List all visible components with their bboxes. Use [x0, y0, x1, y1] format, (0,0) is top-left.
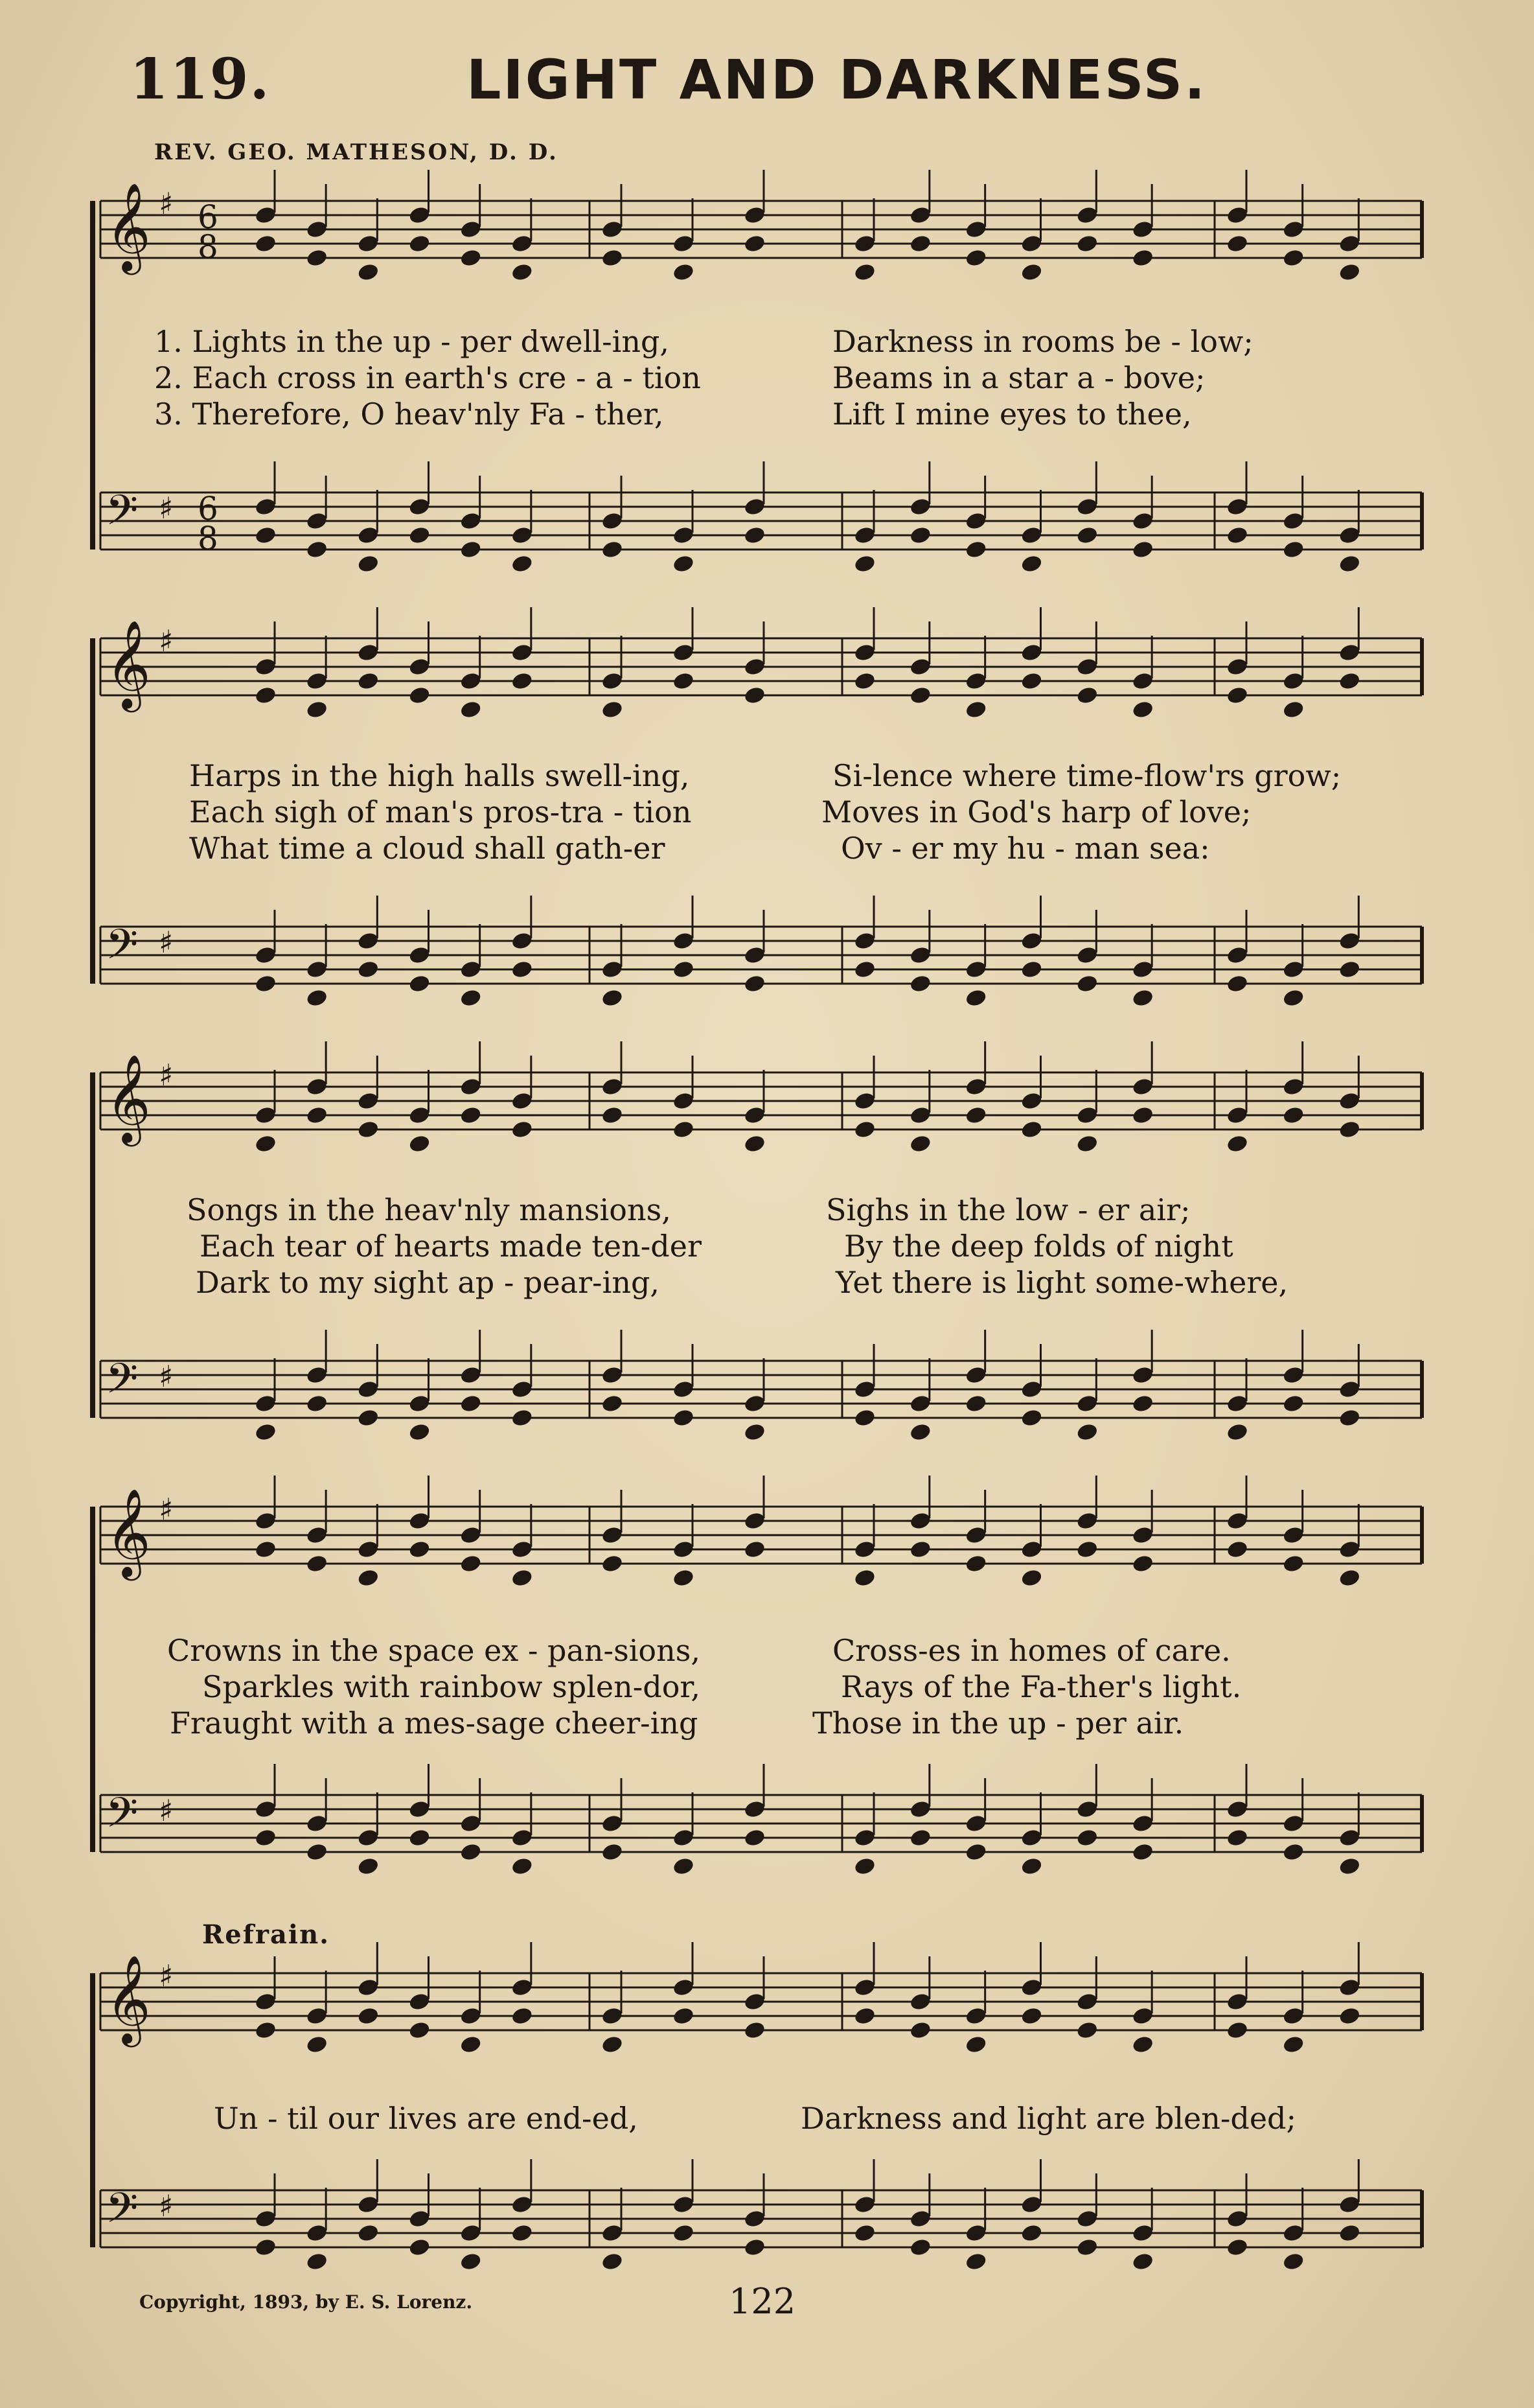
- svg-text:6: 6: [198, 198, 218, 236]
- lyric-line: Fraught with a mes-sage cheer-ing: [170, 1706, 698, 1741]
- lyric-line: Songs in the heav'nly mansions,: [187, 1192, 671, 1227]
- lyric-line: Moves in God's harp of love;: [821, 794, 1252, 829]
- lyric-line: By the deep folds of night: [844, 1229, 1233, 1264]
- svg-text:𝄞: 𝄞: [106, 1487, 151, 1577]
- lyric-line: Lift I mine eyes to thee,: [832, 397, 1192, 432]
- svg-text:𝄞: 𝄞: [106, 619, 151, 708]
- refrain-label: Refrain.: [202, 1919, 330, 1950]
- svg-text:𝄢: 𝄢: [106, 487, 139, 545]
- svg-text:𝄞: 𝄞: [106, 1053, 151, 1142]
- page-number: 122: [729, 2281, 796, 2322]
- svg-text:𝄢: 𝄢: [106, 2184, 139, 2243]
- svg-text:𝄢: 𝄢: [106, 1789, 139, 1847]
- svg-text:8: 8: [198, 520, 218, 557]
- svg-text:♯: ♯: [159, 623, 174, 658]
- lyric-line: Yet there is light some-where,: [836, 1265, 1288, 1300]
- svg-text:♯: ♯: [159, 2188, 174, 2223]
- svg-text:♯: ♯: [159, 1058, 174, 1093]
- svg-text:6: 6: [198, 490, 218, 527]
- svg-text:♯: ♯: [159, 1492, 174, 1527]
- lyric-line: Beams in a star a - bove;: [832, 360, 1206, 395]
- svg-text:𝄞: 𝄞: [106, 1954, 151, 2043]
- lyric-line: Sighs in the low - er air;: [826, 1192, 1191, 1227]
- copyright-notice: Copyright, 1893, by E. S. Lorenz.: [139, 2291, 473, 2313]
- lyric-line: Un - til our lives are end-ed,: [214, 2101, 638, 2136]
- lyric-line: Those in the up - per air.: [812, 1706, 1184, 1741]
- lyric-line: Dark to my sight ap - pear-ing,: [196, 1265, 660, 1300]
- svg-text:♯: ♯: [159, 491, 174, 526]
- lyric-line: Each sigh of man's pros-tra - tion: [189, 794, 692, 829]
- svg-text:♯: ♯: [159, 1793, 174, 1828]
- svg-text:♯: ♯: [159, 925, 174, 960]
- lyric-line: Si-lence where time-flow'rs grow;: [832, 758, 1342, 793]
- svg-text:𝄞: 𝄞: [106, 181, 151, 271]
- lyric-line: 1. Lights in the up - per dwell-ing,: [154, 324, 670, 359]
- svg-text:𝄢: 𝄢: [106, 921, 139, 979]
- hymn-number: 119.: [130, 47, 271, 112]
- svg-text:8: 8: [198, 228, 218, 266]
- lyric-line: 3. Therefore, O heav'nly Fa - ther,: [154, 397, 664, 432]
- lyric-line: Harps in the high halls swell-ing,: [189, 758, 690, 793]
- lyric-line: Ov - er my hu - man sea:: [841, 831, 1210, 866]
- lyric-line: Rays of the Fa-ther's light.: [841, 1669, 1242, 1704]
- hymn-title: LIGHT AND DARKNESS.: [466, 48, 1208, 111]
- lyric-line: Each tear of hearts made ten-der: [200, 1229, 702, 1264]
- lyric-line: Sparkles with rainbow splen-dor,: [202, 1669, 700, 1704]
- svg-text:𝄢: 𝄢: [106, 1355, 139, 1413]
- lyric-line: Darkness in rooms be - low;: [832, 324, 1254, 359]
- svg-text:♯: ♯: [159, 1958, 174, 1993]
- lyric-line: Cross-es in homes of care.: [832, 1633, 1231, 1668]
- svg-text:♯: ♯: [159, 186, 174, 221]
- lyric-line: Darkness and light are blen-ded;: [801, 2101, 1296, 2136]
- lyric-line: Crowns in the space ex - pan-sions,: [167, 1633, 700, 1668]
- svg-text:♯: ♯: [159, 1359, 174, 1394]
- lyric-line: What time a cloud shall gath-er: [189, 831, 665, 866]
- hymn-author: REV. GEO. MATHESON, D. D.: [154, 139, 558, 165]
- lyric-line: 2. Each cross in earth's cre - a - tion: [154, 360, 701, 395]
